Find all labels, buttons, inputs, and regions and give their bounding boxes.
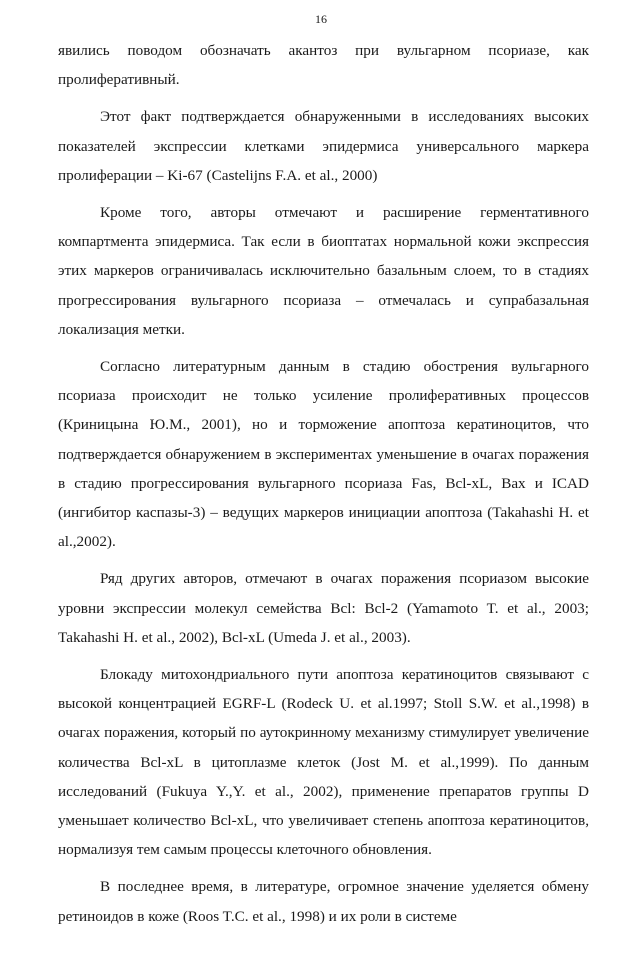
paragraph-ki67: Этот факт подтверждается обнаруженными в исследованиях высоких показателей экспрессии клетками эпидермиса универсального маркера пролиферации – Ki-67 (Castelijns F.A. et al., 2000) <box>58 108 589 184</box>
paragraph-apoptosis-inhibition: Согласно литературным данным в стадию обострения вульгарного псориаза происходит не только усиление пролиферативных процессов (Криницына Ю.М., 2001), но и торможение апоптоза кератиноцитов, что подтверждается обнаружением в экспериментах уменьшение в очагах поражения в стадию прогрессирования вульгарного псориаза Fas, Bcl-xL, Bax и ICAD (ингибитор каспазы-3) – ведущих маркеров инициации апоптоза (Takahashi H. et al.,2002). <box>58 358 589 551</box>
paragraph-germinative-compartment: Кроме того, авторы отмечают и расширение герментативного компартмента эпидермиса. Так если в биоптатах нормальной кожи экспрессия этих маркеров ограничивалась исключительно базальным слоем, то в стадиях прогрессирования вульгарного псориаза – отмечалась и супрабазальная локализация метки. <box>58 204 589 338</box>
paragraph-continuation: явились поводом обозначать акантоз при вульгарном псориазе, как пролиферативный. <box>58 42 589 89</box>
page-number: 16 <box>315 12 327 26</box>
paragraph-retinoids: В последнее время, в литературе, огромное значение уделяется обмену ретиноидов в коже (Roos T.C. et al., 1998) и их роли в системе <box>58 878 589 925</box>
paragraph-bcl-family: Ряд других авторов, отмечают в очагах поражения псориазом высокие уровни экспрессии молекул семейства Bcl: Bcl-2 (Yamamoto T. et al., 2003; Takahashi H. et al., 2002), Bcl-xL (Umeda J. et al., 2003). <box>58 570 589 646</box>
document-body <box>58 36 589 931</box>
paragraph-mitochondrial-pathway: Блокаду митохондриального пути апоптоза кератиноцитов связывают с высокой концентрацией EGRF-L (Rodeck U. et al.1997; Stoll S.W. et al.,1998) в очагах поражения, который по аутокринному механизму стимулирует увеличение количества Bcl-xL в цитоплазме клеток (Jost M. et al.,1999). По данным исследований (Fukuya Y.,Y. et al., 2002), применение препаратов группы D уменьшает количество Bcl-xL, что увеличивает степень апоптоза кератиноцитов, нормализуя тем самым процессы клеточного обновления. <box>58 666 589 859</box>
